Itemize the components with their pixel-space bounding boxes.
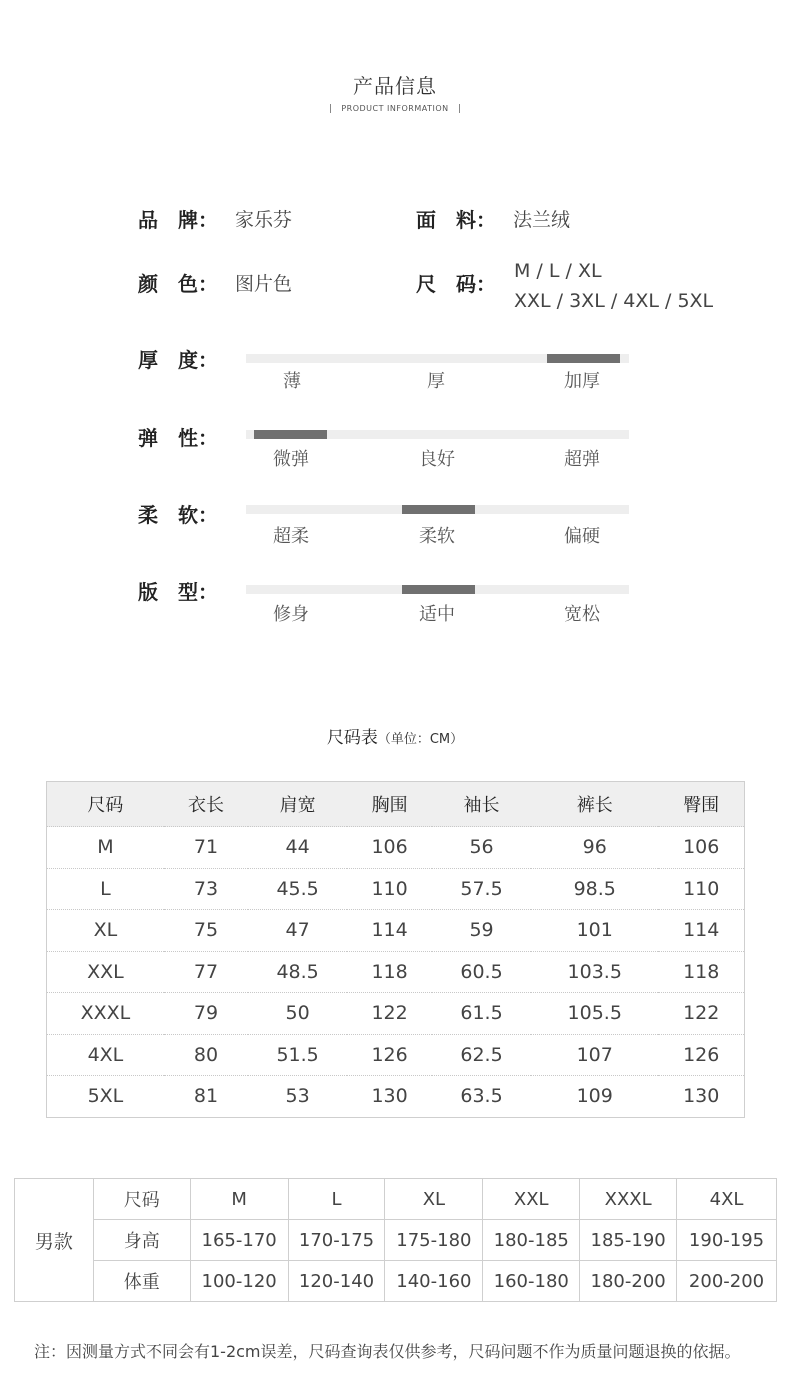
table-header-cell: 袖长 <box>432 782 531 827</box>
thickness-tick: 加厚 <box>564 371 600 392</box>
table-header-cell: 衣长 <box>164 782 248 827</box>
thickness-label-2: 度： <box>178 348 218 372</box>
table-cell: 200-200 <box>677 1261 777 1302</box>
table-cell: 110 <box>347 868 432 910</box>
table-row <box>47 868 745 910</box>
size-values-line-1: M / L / XL <box>514 260 602 282</box>
softness-tick: 偏硬 <box>564 526 600 547</box>
table-cell: 80 <box>164 1034 248 1076</box>
thickness-label <box>138 344 218 373</box>
softness-label <box>138 499 218 528</box>
table-cell: 160-180 <box>483 1261 580 1302</box>
brand-label <box>138 204 218 233</box>
table-cell: 110 <box>658 868 744 910</box>
table-cell: 81 <box>164 1076 248 1118</box>
table-cell: 106 <box>658 827 744 869</box>
table-cell: 71 <box>164 827 248 869</box>
size-values <box>514 256 713 316</box>
softness-tick: 柔软 <box>419 526 455 547</box>
fit-label-1: 版 <box>138 580 158 604</box>
table-cell: 118 <box>347 951 432 993</box>
table-row <box>15 1261 777 1302</box>
color-value: 图片色 <box>235 273 293 295</box>
table-cell: XXXL <box>47 993 164 1035</box>
table-cell: 114 <box>347 910 432 952</box>
table-cell: 77 <box>164 951 248 993</box>
table-row <box>15 1220 777 1261</box>
fit-tick: 适中 <box>419 604 455 625</box>
fabric-label-2: 料： <box>456 208 496 232</box>
table-cell: 120-140 <box>288 1261 385 1302</box>
table-cell: 122 <box>347 993 432 1035</box>
table-cell: 130 <box>658 1076 744 1118</box>
fabric-label-1: 面 <box>416 208 436 232</box>
table-row <box>47 910 745 952</box>
table-cell: 118 <box>658 951 744 993</box>
table-cell: 170-175 <box>288 1220 385 1261</box>
table-header-cell: 臀围 <box>658 782 744 827</box>
table-header-row <box>47 782 745 827</box>
table-row <box>47 1034 745 1076</box>
size-values-line-2: XXL / 3XL / 4XL / 5XL <box>514 290 714 312</box>
table-cell: L <box>288 1179 385 1220</box>
table-cell: 75 <box>164 910 248 952</box>
table-cell: 51.5 <box>248 1034 347 1076</box>
table-cell: 60.5 <box>432 951 531 993</box>
elasticity-label-1: 弹 <box>138 426 158 450</box>
table-cell: 126 <box>347 1034 432 1076</box>
table-cell: 175-180 <box>385 1220 483 1261</box>
table-cell: 79 <box>164 993 248 1035</box>
fit-tick: 宽松 <box>564 604 600 625</box>
divider <box>459 104 460 113</box>
color-label-1: 颜 <box>138 272 158 296</box>
softness-track <box>246 505 629 514</box>
table-cell: 57.5 <box>432 868 531 910</box>
table-cell: 尺码 <box>93 1179 190 1220</box>
table-cell: 50 <box>248 993 347 1035</box>
table-cell: 4XL <box>47 1034 164 1076</box>
fabric-label <box>416 204 496 233</box>
table-cell: 体重 <box>93 1261 190 1302</box>
table-cell: XXL <box>47 951 164 993</box>
page-subtitle <box>0 104 790 113</box>
softness-tick: 超柔 <box>273 526 309 547</box>
table-cell: 185-190 <box>580 1220 677 1261</box>
thickness-label-1: 厚 <box>138 348 158 372</box>
table-cell: 98.5 <box>531 868 658 910</box>
fit-track <box>246 585 629 594</box>
table-row <box>15 1179 777 1220</box>
brand-label-1: 品 <box>138 208 158 232</box>
table-cell: 身高 <box>93 1220 190 1261</box>
table-cell: 73 <box>164 868 248 910</box>
table-header-cell: 胸围 <box>347 782 432 827</box>
fabric-value: 法兰绒 <box>513 209 571 231</box>
elasticity-tick: 微弹 <box>273 449 309 470</box>
table-cell: 5XL <box>47 1076 164 1118</box>
table-cell: 130 <box>347 1076 432 1118</box>
subtitle-text: PRODUCT INFORMATION <box>341 104 449 113</box>
measurement-note: 注：因测量方式不同会有1-2cm误差，尺码查询表仅供参考，尺码问题不作为质量问题退换的依据。 <box>34 1342 741 1361</box>
fit-label <box>138 576 218 605</box>
table-cell: 100-120 <box>190 1261 288 1302</box>
thickness-tick: 厚 <box>427 371 445 392</box>
table-cell: 59 <box>432 910 531 952</box>
table-cell: 103.5 <box>531 951 658 993</box>
size-label <box>416 268 496 297</box>
table-cell: 53 <box>248 1076 347 1118</box>
elasticity-label-2: 性： <box>178 426 218 450</box>
table-row <box>47 827 745 869</box>
elasticity-indicator <box>254 430 327 439</box>
table-cell: 105.5 <box>531 993 658 1035</box>
size-chart-title-text: 尺码表 <box>326 728 378 748</box>
table-cell: XL <box>47 910 164 952</box>
table-cell: 106 <box>347 827 432 869</box>
color-label <box>138 268 218 297</box>
table-cell: 140-160 <box>385 1261 483 1302</box>
table-cell: 126 <box>658 1034 744 1076</box>
table-row <box>47 993 745 1035</box>
table-cell: 180-200 <box>580 1261 677 1302</box>
table-cell: 62.5 <box>432 1034 531 1076</box>
size-chart-unit: （单位：CM） <box>377 732 464 747</box>
brand-label-2: 牌： <box>178 208 218 232</box>
elasticity-track <box>246 430 629 439</box>
table-cell: 180-185 <box>483 1220 580 1261</box>
size-chart-title <box>0 723 790 748</box>
softness-indicator <box>402 505 475 514</box>
elasticity-label <box>138 422 218 451</box>
table-header-cell: 尺码 <box>47 782 164 827</box>
softness-label-1: 柔 <box>138 503 158 527</box>
table-cell: M <box>47 827 164 869</box>
table-cell: L <box>47 868 164 910</box>
size-label-1: 尺 <box>416 272 436 296</box>
table-cell: XXXL <box>580 1179 677 1220</box>
fit-tick: 修身 <box>273 604 309 625</box>
table-cell: XXL <box>483 1179 580 1220</box>
brand-value: 家乐芬 <box>235 209 293 231</box>
table-cell: 47 <box>248 910 347 952</box>
table-cell: M <box>190 1179 288 1220</box>
fit-indicator <box>402 585 475 594</box>
table-cell: 101 <box>531 910 658 952</box>
table-cell: 114 <box>658 910 744 952</box>
table-cell: 63.5 <box>432 1076 531 1118</box>
table-cell: 61.5 <box>432 993 531 1035</box>
table-header-cell: 肩宽 <box>248 782 347 827</box>
table-cell: 4XL <box>677 1179 777 1220</box>
thickness-indicator <box>547 354 620 363</box>
table-cell: 48.5 <box>248 951 347 993</box>
table-cell: 190-195 <box>677 1220 777 1261</box>
table-cell: 96 <box>531 827 658 869</box>
size-table <box>46 781 745 1118</box>
page-title: 产品信息 <box>353 74 437 98</box>
elasticity-tick: 超弹 <box>564 449 600 470</box>
color-label-2: 色： <box>178 272 218 296</box>
elasticity-tick: 良好 <box>419 449 455 470</box>
body-size-table <box>14 1178 777 1302</box>
table-cell: XL <box>385 1179 483 1220</box>
table-cell: 122 <box>658 993 744 1035</box>
table-row <box>47 951 745 993</box>
table-cell: 56 <box>432 827 531 869</box>
softness-label-2: 软： <box>178 503 218 527</box>
table-cell: 44 <box>248 827 347 869</box>
gender-cell: 男款 <box>15 1179 94 1302</box>
table-cell: 109 <box>531 1076 658 1118</box>
thickness-track <box>246 354 629 363</box>
table-header-cell: 裤长 <box>531 782 658 827</box>
fit-label-2: 型： <box>178 580 218 604</box>
size-label-2: 码： <box>456 272 496 296</box>
divider <box>330 104 331 113</box>
table-cell: 107 <box>531 1034 658 1076</box>
table-row <box>47 1076 745 1118</box>
thickness-tick: 薄 <box>283 371 301 392</box>
table-cell: 165-170 <box>190 1220 288 1261</box>
table-cell: 45.5 <box>248 868 347 910</box>
